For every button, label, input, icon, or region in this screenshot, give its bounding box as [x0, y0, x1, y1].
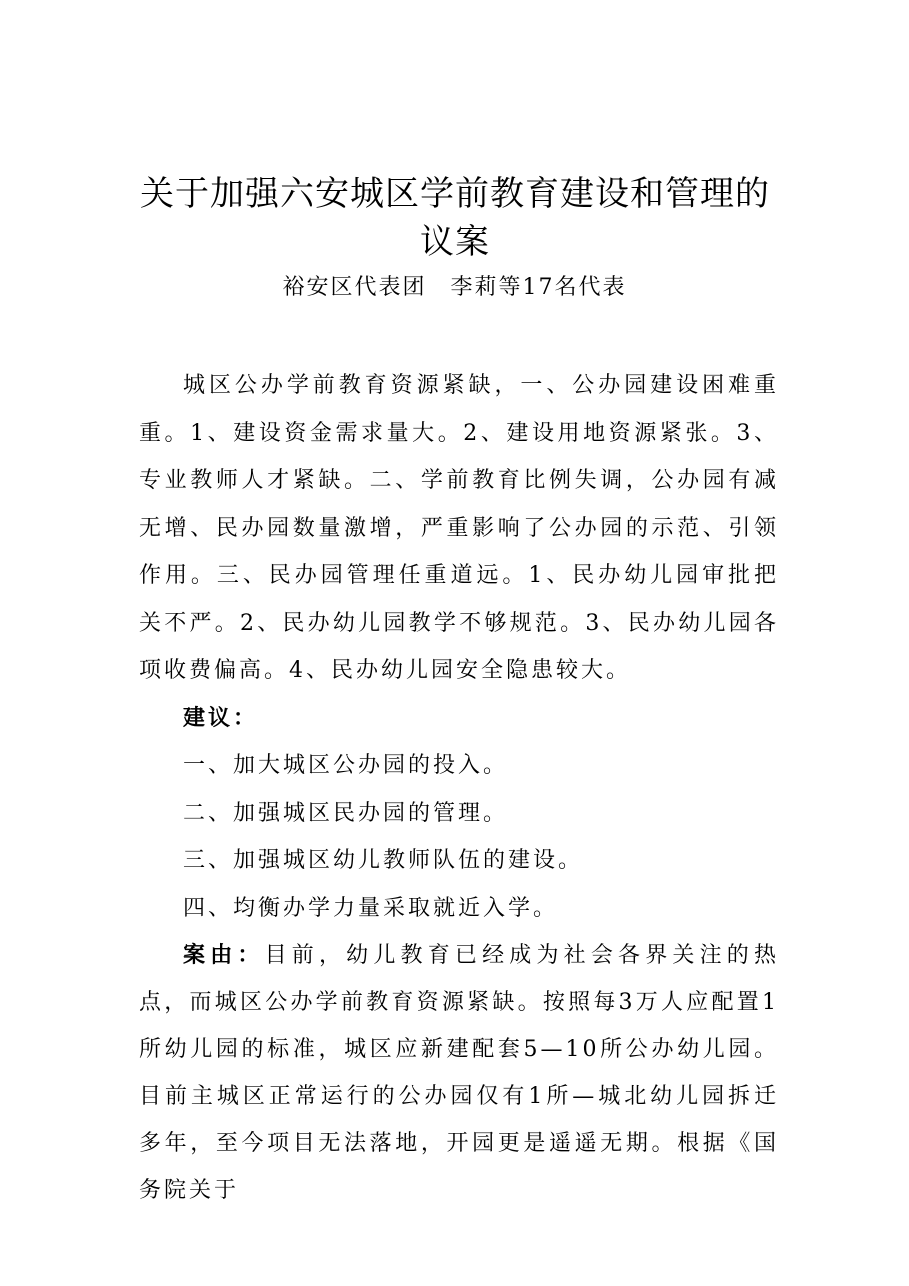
reason-text: 目前，幼儿教育已经成为社会各界关注的热点，而城区公办学前教育资源紧缺。按照每3万人应配置1所幼儿园的标准，城区应新建配套5—10所公办幼儿园。目前主城区正常运行的公办园仅有1所—城北幼儿园拆迁多年，至今项目无法落地，开园更是遥遥无期。根据《国务院关于: [139, 943, 779, 1203]
suggestion-heading: 建议：: [183, 704, 259, 731]
reason-label: 案由：: [183, 942, 265, 968]
suggestion-item-2: 二、加强城区民办园的管理。: [183, 800, 509, 826]
title-line-2: 议案: [420, 222, 490, 262]
document-body: [139, 362, 779, 1214]
intro-paragraph: 城区公办学前教育资源紧缺，一、公办园建设困难重重。1、建设资金需求量大。2、建设用地资源紧张。3、专业教师人才紧缺。二、学前教育比例失调，公办园有减无增、民办园数量激增，严重影响了公办园的示范、引领作用。三、民办园管理任重道远。1、民办幼儿园审批把关不严。2、民办幼儿园教学不够规范。3、民办幼儿园各项收费偏高。4、民办幼儿园安全隐患较大。: [139, 373, 779, 683]
suggestion-item-3: 三、加强城区幼儿教师队伍的建设。: [183, 848, 584, 873]
suggestion-item-4: 四、均衡办学力量采取就近入学。: [183, 895, 559, 921]
title-line-1: 关于加强六安城区学前教育建设和管理的: [140, 174, 770, 214]
document-title: [60, 170, 850, 266]
document-subtitle: 裕安区代表团 李莉等17名代表: [282, 275, 627, 300]
suggestion-item-1: 一、加大城区公办园的投入。: [183, 753, 509, 778]
reason-paragraph: [139, 932, 779, 1214]
